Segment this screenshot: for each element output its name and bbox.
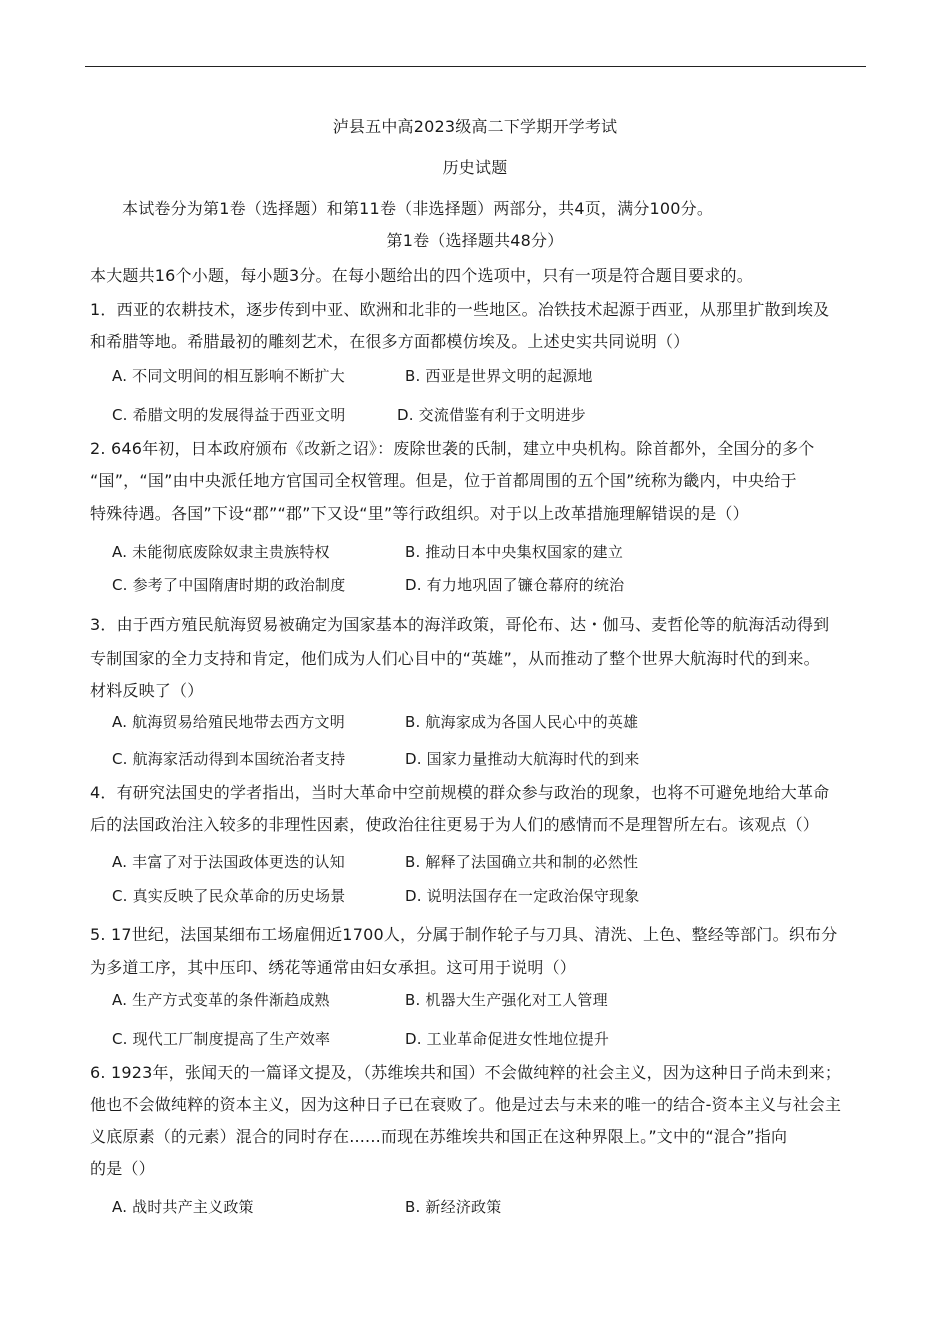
question-5-option-d: D. 工业革命促进女性地位提升 [405,1030,610,1048]
question-3-option-c: C. 航海家活动得到本国统治者支持 [112,750,346,768]
question-6-line-1: 6. 1923年，张闻天的一篇译文提及，（苏维埃共和国）不会做纯粹的社会主义，因为这种日子尚未到来； [90,1063,842,1082]
question-2-line-1: 2. 646年初，日本政府颁布《改新之诏》：废除世袭的氏制，建立中央机构。除首都外，全国分的多个 [90,439,815,458]
exam-title: 泸县五中高2023级高二下学期开学考试 [332,117,618,136]
question-6-option-b: B. 新经济政策 [405,1198,502,1216]
question-5-option-a: A. 生产方式变革的条件渐趋成熟 [112,991,330,1009]
question-3-line-3: 材料反映了（） [90,681,204,700]
question-5-option-c: C. 现代工厂制度提高了生产效率 [112,1030,331,1048]
question-3-option-a: A. 航海贸易给殖民地带去西方文明 [112,713,345,731]
question-3-option-b: B. 航海家成为各国人民心中的英雄 [405,713,639,731]
question-2-option-a: A. 未能彻底废除奴隶主贵族特权 [112,543,330,561]
question-6-line-3: 义底原素（的元素）混合的同时存在......而现在苏维埃共和国正在这种界限上。”文中的“混合”指向 [90,1127,788,1146]
question-4-option-d: D. 说明法国存在一定政治保守现象 [405,887,640,905]
section-heading: 第1卷（选择题共48分） [386,231,564,250]
instruction-text: 本大题共16个小题，每小题3分。在每小题给出的四个选项中，只有一项是符合题目要求的。 [90,266,753,285]
top-rule [85,66,866,67]
question-2-line-3: 特殊待遇。各国”下设“郡”“郡”下又设“里”等行政组织。对于以上改革措施理解错误的是（） [90,504,749,523]
question-3-option-d: D. 国家力量推动大航海时代的到来 [405,750,640,768]
question-5-option-b: B. 机器大生产强化对工人管理 [405,991,608,1009]
subject-title: 历史试题 [442,158,508,177]
question-1-option-a: A. 不同文明间的相互影响不断扩大 [112,367,345,385]
question-4-line-2: 后的法国政治注入较多的非理性因素，使政治往往更易于为人们的感情而不是理智所左右。该观点（） [90,815,820,834]
question-5-line-1: 5. 17世纪，法国某细布工场雇佣近1700人，分属于制作轮子与刀具、清洗、上色、整经等部门。织布分 [90,925,838,944]
question-6-line-2: 他也不会做纯粹的资本主义，因为这种日子已在衰败了。他是过去与未来的唯一的结合-资本主义与社会主 [90,1095,842,1114]
question-1-option-c: C. 希腊文明的发展得益于西亚文明 [112,406,346,424]
question-1-option-d: D. 交流借鉴有利于文明进步 [397,406,586,424]
question-1-line-1: 1．西亚的农耕技术，逐步传到中亚、欧洲和北非的一些地区。冶铁技术起源于西亚，从那里扩散到埃及 [90,300,830,319]
question-5-line-2: 为多道工序，其中压印、绣花等通常由妇女承担。这可用于说明（） [90,958,577,977]
question-6-option-a: A. 战时共产主义政策 [112,1198,254,1216]
question-1-option-b: B. 西亚是世界文明的起源地 [405,367,593,385]
intro-text: 本试卷分为第1卷（选择题）和第11卷（非选择题）两部分，共4页，满分100分。 [122,199,714,218]
question-1-line-2: 和希腊等地。希腊最初的雕刻艺术，在很多方面都模仿埃及。上述史实共同说明（） [90,332,690,351]
question-2-option-d: D. 有力地巩固了镰仓幕府的统治 [405,576,625,594]
question-2-option-b: B. 推动日本中央集权国家的建立 [405,543,624,561]
question-4-option-c: C. 真实反映了民众革命的历史场景 [112,887,346,905]
question-4-option-b: B. 解释了法国确立共和制的必然性 [405,853,639,871]
question-3-line-2: 专制国家的全力支持和肯定，他们成为人们心目中的“英雄”，从而推动了整个世界大航海时代的到来。 [90,649,820,668]
question-4-line-1: 4．有研究法国史的学者指出，当时大革命中空前规模的群众参与政治的现象，也将不可避免地给大革命 [90,783,830,802]
question-2-option-c: C. 参考了中国隋唐时期的政治制度 [112,576,346,594]
question-6-line-4: 的是（） [90,1159,155,1178]
question-2-line-2: “国”，“国”由中央派任地方官国司全权管理。但是，位于首都周围的五个国”统称为畿内，中央给于 [90,471,797,490]
question-3-line-1: 3．由于西方殖民航海贸易被确定为国家基本的海洋政策，哥伦布、达・伽马、麦哲伦等的航海活动得到 [90,615,830,634]
question-4-option-a: A. 丰富了对于法国政体更迭的认知 [112,853,345,871]
